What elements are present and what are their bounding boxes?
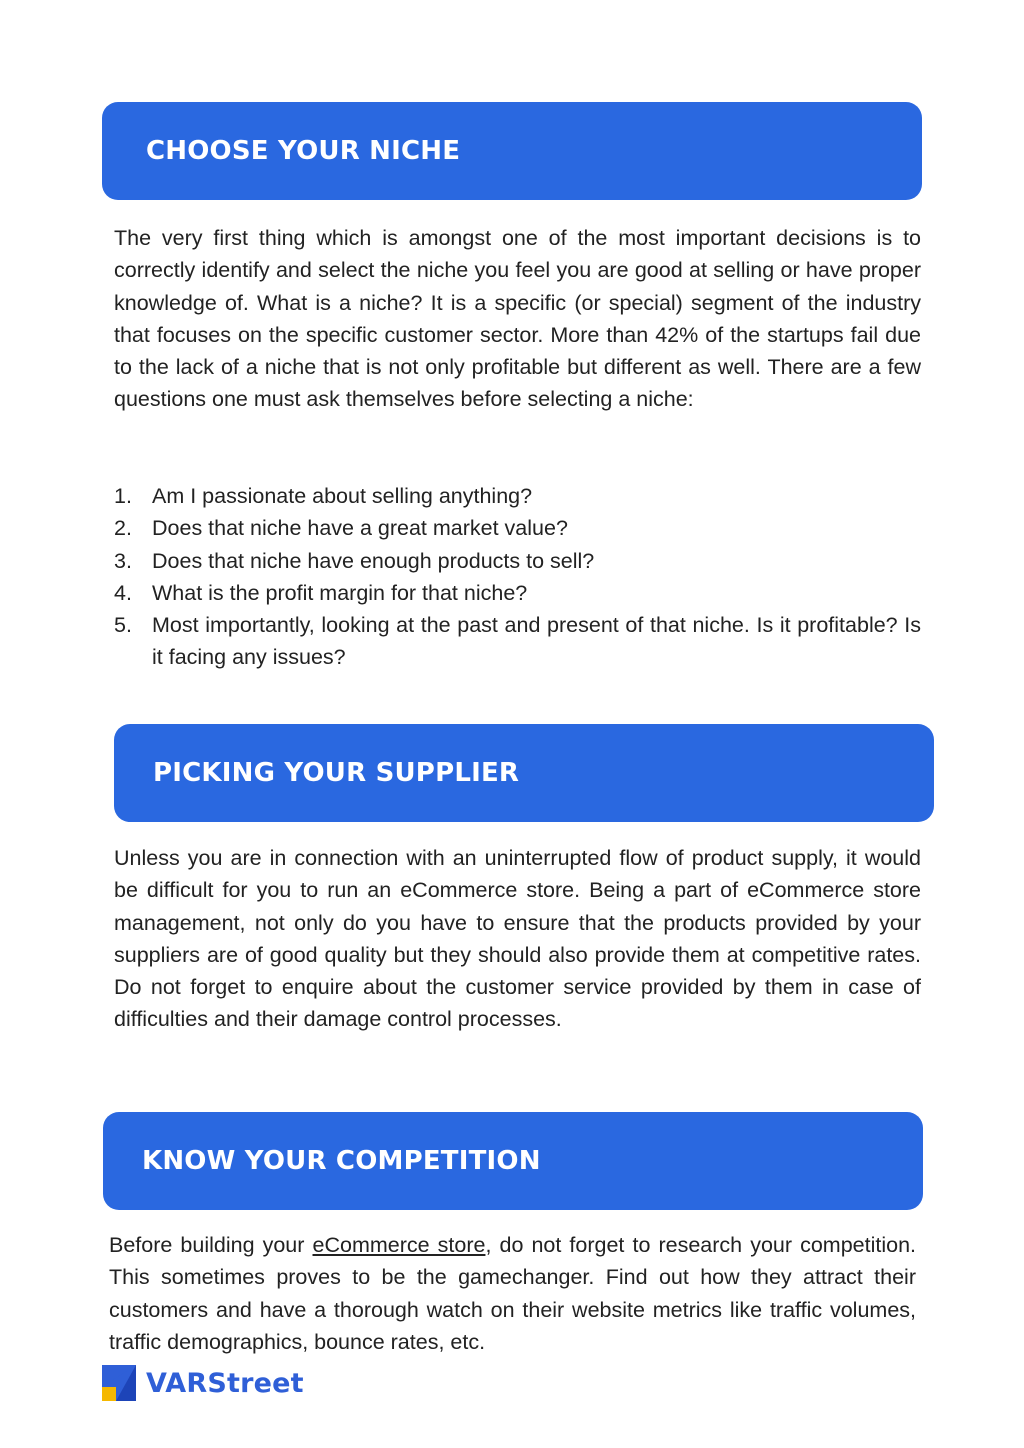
list-item-text: Does that niche have a great market value? [152, 516, 568, 541]
list-item [114, 577, 921, 609]
niche-questions-list [114, 480, 921, 674]
list-item-number: 1. [114, 484, 132, 508]
list-item-number: 2. [114, 516, 132, 541]
list-item-number: 4. [114, 580, 132, 605]
list-item-number: 3. [114, 548, 132, 573]
competition-text-end: , do not forget to research your competition. This sometimes proves to be the gamechanger. Find out how they attract their customers and have a thorough watch on their website metrics like traffic volumes, traffic demographics, bounce rates, etc. [109, 1233, 916, 1354]
competition-text-start: Before building your [109, 1233, 313, 1257]
competition-paragraph [109, 1229, 916, 1358]
section-banner-competition [103, 1112, 923, 1210]
supplier-paragraph: Unless you are in connection with an uninterrupted flow of product supply, it would be difficult for you to run an eCommerce store. Being a part of eCommerce store management, not only do you have to ensure that the products provided by your suppliers are of good quality but they should also provide them at competitive rates. Do not forget to enquire about the customer service provided by them in case of difficulties and their damage control processes. [114, 846, 921, 1032]
niche-paragraph: The very first thing which is amongst one of the most important decisions is to correctly identify and select the niche you feel you are good at selling or have proper knowledge of. What is a niche? It is a specific (or special) segment of the industry that focuses on the specific customer sector. More than 42% of the startups fail due to the lack of a niche that is not only profitable but different as well. There are a few questions one must ask themselves before selecting a niche: [114, 226, 921, 412]
section-heading-competition: KNOW YOUR COMPETITION [142, 1146, 541, 1176]
list-item-text: Most importantly, looking at the past and present of that niche. Is it profitable? Is it facing any issues? [152, 613, 921, 670]
list-item-text: What is the profit margin for that niche? [152, 580, 528, 605]
list-item [114, 512, 921, 544]
section-heading-supplier: PICKING YOUR SUPPLIER [153, 758, 520, 788]
list-item-text: Does that niche have enough products to sell? [152, 548, 595, 573]
varstreet-logo-icon [102, 1365, 136, 1401]
list-item [114, 545, 921, 577]
list-item-text: Am I passionate about selling anything? [152, 484, 533, 508]
section-banner-supplier [114, 724, 934, 822]
section-banner-niche [102, 102, 922, 200]
list-item-number: 5. [114, 613, 132, 638]
footer-logo [102, 1364, 304, 1402]
brand-name: VARStreet [146, 1367, 304, 1399]
list-item [114, 609, 921, 674]
section-heading-niche: CHOOSE YOUR NICHE [146, 136, 461, 166]
ecommerce-store-link[interactable]: eCommerce store [312, 1233, 486, 1257]
list-item [114, 480, 921, 512]
